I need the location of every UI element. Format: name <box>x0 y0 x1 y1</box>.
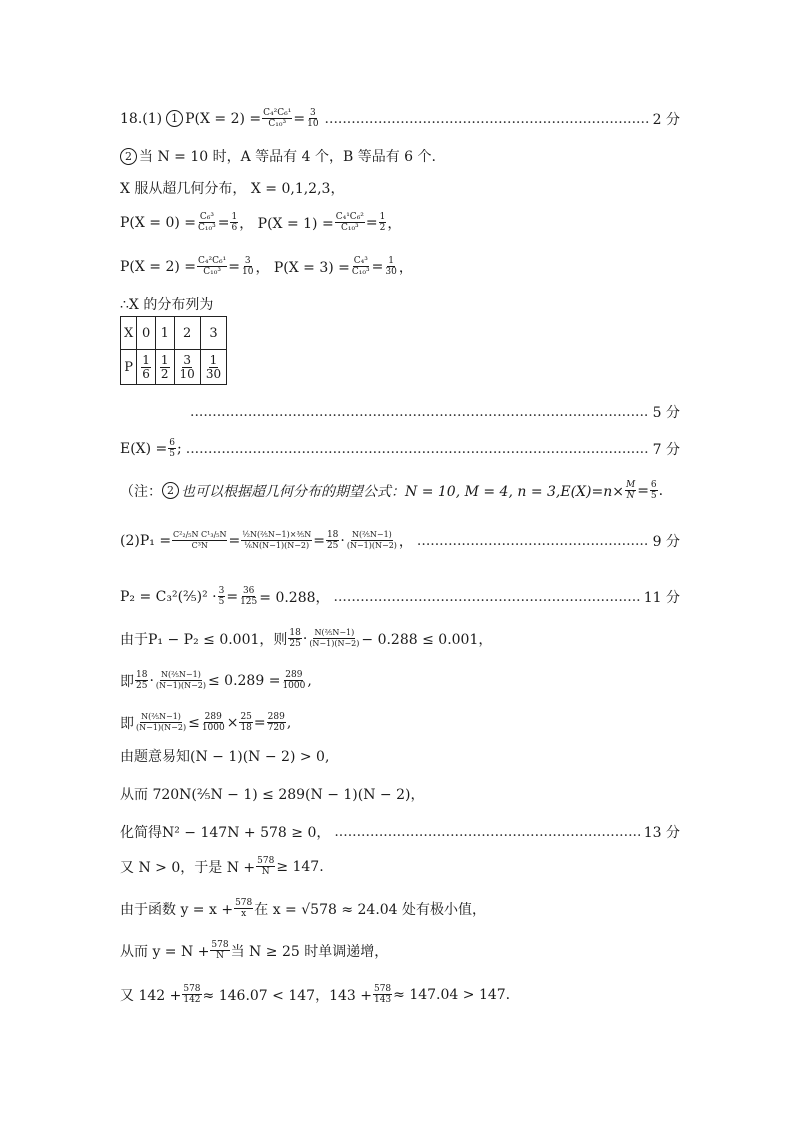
operator: ≤ <box>188 714 200 731</box>
line-q18-20 <box>120 940 680 961</box>
formula: ≥ 147. <box>276 858 324 875</box>
line-q18-16 <box>120 784 680 804</box>
equals-sign: = <box>228 532 241 549</box>
equals-sign: = <box>253 714 266 731</box>
fraction: $\frac{289}{1000}$ <box>201 712 225 733</box>
fraction: $\frac{3}{10}$ <box>241 256 254 277</box>
dot-leader <box>417 534 649 548</box>
fraction: $\frac{6}{5}$ <box>169 438 176 459</box>
table-row <box>121 350 227 385</box>
equals-sign: = <box>217 214 230 231</box>
punctuation: ; <box>177 440 182 457</box>
line-q18-19 <box>120 898 680 919</box>
distribution-table <box>120 316 227 385</box>
dot-leader <box>190 405 649 419</box>
text: 又 142 + <box>120 987 182 1004</box>
fraction: $\frac{\text{N(⅖N−1)}}{(N-1)(N-2)}$ <box>136 712 187 732</box>
operator: × <box>226 714 239 731</box>
text: 即 <box>120 715 134 732</box>
operator: · <box>149 672 154 689</box>
equals-sign: = <box>371 258 384 275</box>
punctuation: ， <box>387 215 402 232</box>
table-cell: X <box>121 317 137 350</box>
formula: ≈ 146.07 < 147，143 + <box>202 987 372 1004</box>
line-q18-2 <box>120 146 680 166</box>
operator: · <box>302 630 308 647</box>
line-q18-9-note <box>120 480 680 501</box>
fraction: $\frac{1}{2}$ <box>379 212 386 233</box>
text: 从而 y = N + <box>120 943 210 960</box>
line-q18-12 <box>120 628 680 649</box>
table-cell: $\frac{1}{30}$ <box>200 350 226 385</box>
punctuation: ， <box>398 533 413 550</box>
fraction: $\frac{578}{143}$ <box>373 984 392 1005</box>
table-cell: 0 <box>137 317 156 350</box>
fraction: $\frac{\text{C₆³}}{\text{C₁₀³}}$ <box>198 212 216 233</box>
equals-sign: = <box>293 110 306 127</box>
fraction: $\frac{\text{C²₂/₅N C¹₃/₅N}}{\text{C³N}}$ <box>173 530 227 550</box>
text: 又 N > 0，于是 N + <box>120 859 256 876</box>
text: 当 N = 10 时，A 等品有 4 个，B 等品有 6 个. <box>139 149 436 165</box>
fraction: $\frac{\text{C₄²C₆¹}}{\text{C₁₀³}}$ <box>198 256 227 277</box>
fraction: $\frac{289}{720}$ <box>267 712 285 733</box>
fraction: $\frac{578}{N}$ <box>257 856 275 877</box>
text: ∴X 的分布列为 <box>120 297 214 313</box>
fraction: $\frac{6}{5}$ <box>650 480 657 501</box>
line-q18-5 <box>120 256 680 277</box>
formula: P₂ = C₃²(⅖)² · <box>120 588 217 605</box>
text: 由题意易知(N − 1)(N − 2) > 0, <box>120 749 330 765</box>
fraction: $\frac{578}{N}$ <box>211 940 229 961</box>
line-q18-1 <box>120 108 680 129</box>
fraction: $\frac{\text{N(⅖N−1)}}{(N-1)(N-2)}$ <box>155 670 206 690</box>
text: 化简得N² − 147N + 578 ≥ 0， <box>120 825 331 841</box>
fraction: $\frac{\text{N(⅖N−1)}}{(N-1)(N-2)}$ <box>346 530 397 550</box>
text: 由于P₁ − P₂ ≤ 0.001，则 <box>120 631 288 648</box>
line-q18-7 <box>190 402 680 422</box>
dot-leader <box>186 442 649 456</box>
table-cell: $\frac{1}{2}$ <box>155 350 174 385</box>
text: 也可以根据超几何分布的期望公式：N = 10, M = 4, n = 3,E(X)=n× <box>181 483 624 500</box>
line-q18-8 <box>120 438 680 459</box>
line-q18-3 <box>120 178 680 198</box>
fraction: $\frac{1}{6}$ <box>231 212 238 233</box>
formula: ≤ 0.289 = <box>207 672 281 689</box>
punctuation: , <box>286 714 292 731</box>
line-q18-17 <box>120 822 680 842</box>
formula: − 0.288 ≤ 0.001， <box>361 631 493 648</box>
punctuation: ， <box>398 259 413 276</box>
formula: P(X = 2) = <box>185 110 262 127</box>
equals-sign: = <box>313 532 325 549</box>
dot-leader <box>334 590 640 604</box>
question-number: 18.(1) <box>120 110 163 127</box>
fraction: $\frac{18}{25}$ <box>326 530 339 551</box>
formula: E(X) = <box>120 440 168 457</box>
text: 在 x = √578 ≈ 24.04 处有极小值， <box>254 901 487 918</box>
fraction: $\frac{3}{10}$ <box>307 108 319 129</box>
fraction: $\frac{\text{N(⅖N−1)}}{(N-1)(N-2)}$ <box>309 628 360 648</box>
line-q18-15 <box>120 746 680 766</box>
text: 从而 720N(⅖N − 1) ≤ 289(N − 1)(N − 2)， <box>120 787 425 803</box>
equals-sign: = <box>226 588 239 605</box>
score-label: 5 分 <box>652 405 680 421</box>
line-q18-21 <box>120 984 680 1005</box>
fraction: $\frac{\text{C₄¹C₆²}}{\text{C₁₀³}}$ <box>335 212 364 233</box>
line-q18-13 <box>120 670 680 691</box>
fraction: $\frac{578}{142}$ <box>183 984 201 1005</box>
score-label: 9 分 <box>652 533 680 550</box>
formula: ， P(X = 3) = <box>255 259 350 276</box>
line-q18-6 <box>120 294 680 314</box>
punctuation: . <box>658 482 664 499</box>
fraction: $\frac{1}{30}$ <box>385 256 397 277</box>
table-cell: P <box>121 350 137 385</box>
line-q18-18 <box>120 856 680 877</box>
score-label: 13 分 <box>643 825 680 841</box>
text: 即 <box>120 673 134 690</box>
fraction: $\frac{25}{18}$ <box>240 712 252 733</box>
text: 由于函数 y = x + <box>120 901 234 918</box>
fraction: $\frac{\text{C₄²C₆¹}}{\text{C₁₀³}}$ <box>263 108 292 129</box>
fraction: $\frac{18}{25}$ <box>136 670 148 691</box>
fraction: $\frac{289}{1000}$ <box>282 670 306 691</box>
dot-leader <box>325 112 649 126</box>
fraction: $\frac{578}{x}$ <box>235 898 253 919</box>
fraction: $\frac{\text{C₄³}}{\text{C₁₀³}}$ <box>351 256 370 277</box>
circled-number: 2 <box>162 482 179 499</box>
table-cell: 3 <box>200 317 226 350</box>
line-q18-14 <box>120 712 680 733</box>
formula: (2)P₁ = <box>120 532 172 549</box>
table-cell: $\frac{3}{10}$ <box>174 350 200 385</box>
formula: = 0.288， <box>259 589 330 606</box>
formula: P(X = 0) = <box>120 214 197 231</box>
dot-leader <box>334 825 639 839</box>
text: X 服从超几何分布， X = 0,1,2,3， <box>120 181 345 197</box>
circled-number: 2 <box>120 148 137 165</box>
equals-sign: = <box>637 482 649 499</box>
table-cell: 1 <box>155 317 174 350</box>
fraction: $\frac{M}{N}$ <box>625 480 636 501</box>
circled-number: 1 <box>166 110 183 127</box>
text: 当 N ≥ 25 时单调递增， <box>230 943 389 960</box>
table-row <box>121 317 227 350</box>
score-label: 2 分 <box>652 111 680 128</box>
formula: ≈ 147.04 > 147. <box>393 986 511 1003</box>
table-cell: $\frac{1}{6}$ <box>137 350 156 385</box>
fraction: $\frac{3}{5}$ <box>218 586 225 607</box>
fraction: $\frac{36}{125}$ <box>240 586 258 607</box>
text: （注： <box>120 483 162 500</box>
punctuation: , <box>307 672 312 689</box>
fraction: $\frac{18}{25}$ <box>289 628 301 649</box>
line-q18-4 <box>120 212 680 233</box>
fraction: $\frac{\text{½N(⅖N−1)×⅗N}}{\text{⅙N(N−1)(N−2)}}$ <box>242 530 312 550</box>
equals-sign: = <box>228 258 240 275</box>
formula: ， P(X = 1) = <box>239 215 334 232</box>
operator: · <box>340 532 345 549</box>
line-q18-10 <box>120 530 680 551</box>
formula: P(X = 2) = <box>120 258 197 275</box>
table-cell: 2 <box>174 317 200 350</box>
equals-sign: = <box>365 214 378 231</box>
score-label: 7 分 <box>652 441 680 458</box>
line-q18-11 <box>120 586 680 607</box>
score-label: 11 分 <box>643 589 680 606</box>
